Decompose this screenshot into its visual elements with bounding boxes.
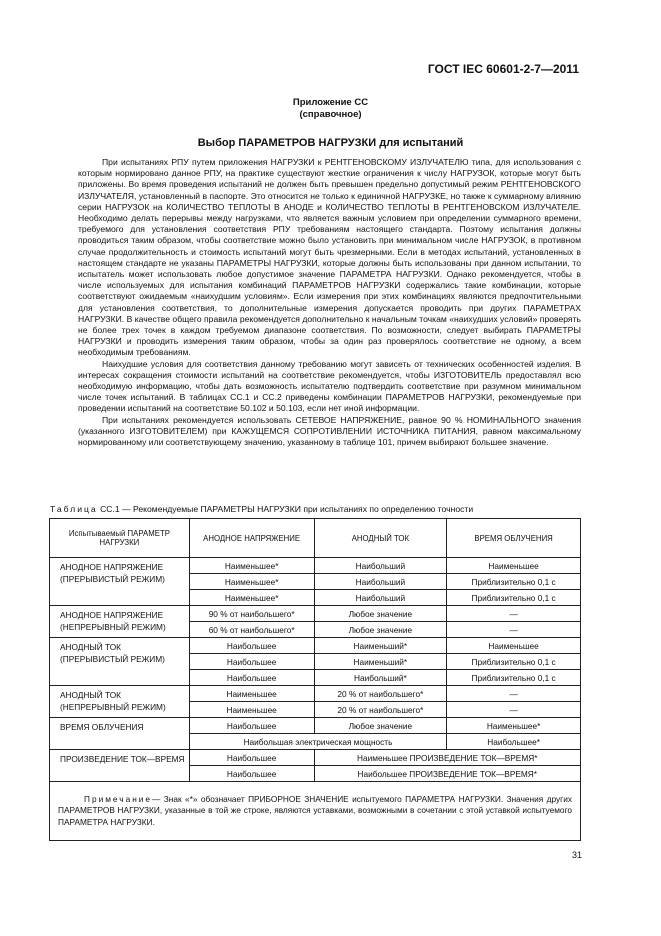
table-cell: Наименьшее: [189, 686, 314, 702]
table-cell: Наибольшее: [189, 638, 314, 654]
table-row: [50, 638, 581, 654]
table-cell: 90 % от наибольшего*: [189, 606, 314, 622]
table-cell: —: [447, 702, 581, 718]
table-header-row: [50, 519, 581, 558]
table-cell: Наибольшее: [189, 654, 314, 670]
param-cell: АНОДНЫЙ ТОК (ПРЕРЫВИСТЫЙ РЕЖИМ): [50, 638, 190, 686]
note-label: Примечание: [84, 794, 153, 805]
table-cell: Наименьшее*: [189, 574, 314, 590]
table-cell: Наибольший: [314, 574, 447, 590]
table-cell: —: [447, 622, 581, 638]
table-cell: 20 % от наибольшего*: [314, 686, 447, 702]
table-row: [50, 750, 581, 766]
table-cell: Приблизительно 0,1 с: [447, 574, 581, 590]
annex-subtitle: (справочное): [299, 109, 362, 120]
annex-title: Приложение СС: [292, 97, 369, 108]
table-cell: Приблизительно 0,1 с: [447, 590, 581, 606]
table-cell: 20 % от наибольшего*: [314, 702, 447, 718]
table-row: [50, 686, 581, 702]
param-cell: АНОДНЫЙ ТОК (НЕПРЕРЫВНЫЙ РЕЖИМ): [50, 686, 190, 718]
table-cell-merged: Наибольшая электрическая мощность: [189, 734, 446, 750]
table-cell: Наибольшее: [189, 718, 314, 734]
table-cell: Наибольшее: [189, 766, 314, 782]
table-cell: Наибольшее: [189, 670, 314, 686]
table-cell: Приблизительно 0,1 с: [447, 670, 581, 686]
table-caption: [50, 504, 580, 514]
load-parameters-table: [49, 518, 581, 841]
paragraph: При испытаниях рекомендуется использовать СЕТЕВОЕ НАПРЯЖЕНИЕ, равное 90 % НОМИНАЛЬНОГО значения (указанного ИЗГОТОВИТЕЛЕМ) при КАЖУЩЕМСЯ СОПРОТИВЛЕНИИ ИСТОЧНИКА ПИТАНИЯ, равном максимальному нормированному или соответствующему значению, указанному в таблице 101, причем выбирают большее значение.: [78, 414, 581, 448]
body-text: [78, 157, 581, 448]
paragraph: При испытаниях РПУ путем приложения НАГРУЗКИ к РЕНТГЕНОВСКОМУ ИЗЛУЧАТЕЛЮ типа, для использования с которым нормировано данное РПУ, на практике существуют жесткие ограничения к числу НАГРУЗОК, которые могут быть приложены. Во время проведения испытаний не должен быть превышен предельно допустимый режим РЕНТГЕНОВСКОГО ИЗЛУЧАТЕЛЯ, установленный в паспорте. Это относится не только к единичной НАГРУЗКЕ, но также к суммарному влиянию серии НАГРУЗОК на КОЛИЧЕСТВО ТЕПЛОТЫ В АНОДЕ и КОЛИЧЕСТВО ТЕПЛОТЫ В РЕНТГЕНОВСКОМ ИЗЛУЧАТЕЛЕ. Необходимо делать перерывы между нагрузками, что является важным условием при определении суммарного времени, требуемого для установления соответствия РПУ требованиям настоящего стандарта. Поэтому испытания должны проводиться таким образом, чтобы соответствие можно было установить при минимальном числе НАГРУЗОК, в противном случае продолжительность и стоимость испытаний могут быть чрезмерными. Если в методах испытаний, установленных в настоящем стандарте не указаны ПАРАМЕТРЫ НАГРУЗКИ, которые должны быть использованы при данном испытании, то испытатель может использовать любое допустимое значение ПАРАМЕТРА НАГРУЗКИ. Однако рекомендуется, чтобы в числе используемых для испытания комбинаций ПАРАМЕТРОВ НАГРУЗКИ содержались такие комбинации, которые соответствуют ожидаемым «наихудшим условиям». Если измерения при этих комбинациях являются предпочтительными для установления соответствия, то дополнительные измерения допускается проводить при других ПАРАМЕТРАХ НАГРУЗКИ. В качестве общего правила рекомендуется дополнительно к начальным точкам «наихудших условий» проверять не более трех точек в каждом требуемом диапазоне соответствия. По возможности, следует выбирать ПАРАМЕТРЫ НАГРУЗКИ и проводить измерения таким образом, чтобы за один раз проверялось соответствие не одному, а всем необходимым требованиям.: [78, 157, 581, 358]
table-cell: Наименьшее: [447, 638, 581, 654]
table-cell: Наибольшее: [189, 750, 314, 766]
header-exposure-time: ВРЕМЯ ОБЛУЧЕНИЯ: [447, 519, 581, 558]
table-caption-label: Таблица: [50, 504, 98, 514]
table-cell-merged: Наибольшее ПРОИЗВЕДЕНИЕ ТОК—ВРЕМЯ*: [314, 766, 580, 782]
table-cell: Наименьшее*: [447, 718, 581, 734]
param-cell: АНОДНОЕ НАПРЯЖЕНИЕ (НЕПРЕРЫВНЫЙ РЕЖИМ): [50, 606, 190, 638]
table-row: [50, 606, 581, 622]
table-cell: 60 % от наибольшего*: [189, 622, 314, 638]
page-number: 31: [572, 850, 583, 860]
header-param: Испытываемый ПАРАМЕТР НАГРУЗКИ: [50, 519, 190, 558]
table-row: [50, 718, 581, 734]
table-cell: Любое значение: [314, 622, 447, 638]
note-text: — Знак «*» обозначает ПРИБОРНОЕ ЗНАЧЕНИЕ испытуемого ПАРАМЕТРА НАГРУЗКИ. Значения других ПАРАМЕТРОВ НАГРУЗКИ, указанные в той же строке, являются уставками, возможными в сочетании с этой уставкой испытуемого ПАРАМЕТРА НАГРУЗКИ.: [58, 794, 572, 827]
table-cell: Наибольший: [314, 590, 447, 606]
table-caption-text: СС.1 — Рекомендуемые ПАРАМЕТРЫ НАГРУЗКИ при испытаниях по определению точности: [100, 504, 474, 514]
header-anode-current: АНОДНЫЙ ТОК: [314, 519, 447, 558]
table-cell: Любое значение: [314, 718, 447, 734]
table-cell: —: [447, 686, 581, 702]
param-cell: ВРЕМЯ ОБЛУЧЕНИЯ: [50, 718, 190, 750]
table-cell: Наибольшее*: [447, 734, 581, 750]
table-cell: Наибольший*: [314, 670, 447, 686]
table-cell: Наименьшее*: [189, 590, 314, 606]
table-cell: Наименьший*: [314, 638, 447, 654]
table-cell: Наибольший: [314, 558, 447, 574]
table-row: [50, 558, 581, 574]
param-cell: ПРОИЗВЕДЕНИЕ ТОК—ВРЕМЯ: [50, 750, 190, 782]
table-cell: Наименьшее: [447, 558, 581, 574]
standard-header: ГОСТ IEC 60601-2-7—2011: [427, 62, 579, 76]
header-anode-voltage: АНОДНОЕ НАПРЯЖЕНИЕ: [189, 519, 314, 558]
table-cell: Наименьшее*: [189, 558, 314, 574]
table-note: [50, 782, 581, 841]
table-cell: Наименьший*: [314, 654, 447, 670]
table-cell: Приблизительно 0,1 с: [447, 654, 581, 670]
section-title: Выбор ПАРАМЕТРОВ НАГРУЗКИ для испытаний: [197, 137, 464, 149]
table-note-row: [50, 782, 581, 841]
paragraph: Наихудшие условия для соответствия данному требованию могут зависеть от технических особенностей изделия. В интересах сокращения стоимости испытаний на соответствие рекомендуется, чтобы ИЗГОТОВИТЕЛЬ предоставлял всю необходимую информацию, чтобы дать возможность испытателю подтвердить соответствие при разумном минимальном числе точек испытаний. В таблицах СС.1 и СС.2 приведены комбинации ПАРАМЕТРОВ НАГРУЗКИ, рекомендуемые при проведении испытаний на соответствие 50.102 и 50.103, если нет иной информации.: [78, 358, 581, 414]
table-cell: Любое значение: [314, 606, 447, 622]
table-cell: —: [447, 606, 581, 622]
table-cell-merged: Наименьшее ПРОИЗВЕДЕНИЕ ТОК—ВРЕМЯ*: [314, 750, 580, 766]
table-cell: Наименьшее: [189, 702, 314, 718]
param-cell: АНОДНОЕ НАПРЯЖЕНИЕ (ПРЕРЫВИСТЫЙ РЕЖИМ): [50, 558, 190, 606]
